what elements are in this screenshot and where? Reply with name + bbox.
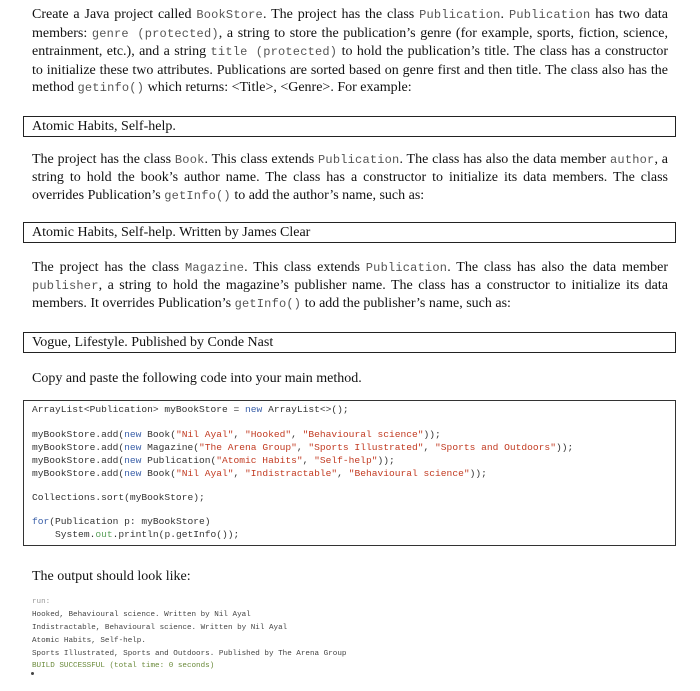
code-publication: Publication [508,8,591,22]
code-publisher: publisher [32,279,99,293]
code-bookstore: BookStore [196,8,263,22]
output-line: Sports Illustrated, Sports and Outdoors. Published by The Arena Group [32,650,347,658]
code-line: Collections.sort(myBookStore); [32,492,205,503]
example-box-publication: Atomic Habits, Self-help. [23,116,676,137]
code-line: myBookStore.add(new Publication("Atomic Habits", "Self-help")); [32,455,395,466]
code-magazine: Magazine [184,261,245,275]
example-box-magazine: Vogue, Lifestyle. Published by Conde Nast [23,332,676,353]
code-getinfo: getInfo() [234,297,302,311]
paragraph-magazine: The project has the class Magazine. This class extends Publication. The class has also the data member publisher, a string to hold the magazine’s publisher name. The class has a constructor to initialize its data members. It overrides Publication’s getInfo() to add the publisher’s name, such as: [32,260,668,311]
code-author: author [610,153,655,167]
code-line: System.out.println(p.getInfo()); [32,529,240,540]
code-getinfo: getInfo() [164,189,231,203]
output-line: Indistractable, Behavioural science. Written by Nil Ayal [32,624,288,632]
paragraph-publication: Create a Java project called BookStore. The project has the class Publication. Publication has two data members: genre (protected), a string to store the publication’s genre (for example, sports, fiction, science, entrainment, etc.), and a string title (protected) to hold the publication’s title. The class has a constructor to initialize these two attributes. Publications are sorted based on genre first and then title. The class also has the method getinfo() which returns: <Title>, <Genre>. For example: [32,7,668,96]
code-book: Book [174,153,205,167]
code-genre: genre (protected) [91,26,219,41]
code-line: ArrayList<Publication> myBookStore = new ArrayList<>(); [32,404,349,415]
code-title: title (protected) [210,45,338,60]
code-line: myBookStore.add(new Book("Nil Ayal", "Hooked", "Behavioural science")); [32,429,441,440]
output-line: Hooked, Behavioural science. Written by Nil Ayal [32,611,251,619]
code-line: myBookStore.add(new Magazine("The Arena Group", "Sports Illustrated", "Sports and Outdoors")); [32,442,574,453]
code-publication: Publication [365,261,448,275]
output-line: Atomic Habits, Self-help. [32,637,146,645]
code-publication: Publication [419,8,501,22]
bullet-dot [31,672,34,675]
output-run-label: run: [32,598,51,606]
output-build-status: BUILD SUCCESSFUL (total time: 0 seconds) [32,662,215,670]
paragraph-book: The project has the class Book. This class extends Publication. The class has also the data member author, a string to hold the book’s author name. The class has a constructor to initialize its data members. The class overrides Publication’s getInfo() to add the author’s name, such as: [32,152,669,203]
output-heading: The output should look like: [32,569,191,584]
code-getinfo: getinfo() [77,81,145,96]
instruction-copy-code: Copy and paste the following code into your main method. [32,371,362,386]
code-line: for(Publication p: myBookStore) [32,516,211,527]
example-box-book: Atomic Habits, Self-help. Written by James Clear [23,222,676,243]
code-line: myBookStore.add(new Book("Nil Ayal", "Indistractable", "Behavioural science")); [32,468,487,479]
code-block [23,400,676,546]
code-publication: Publication [318,153,400,167]
